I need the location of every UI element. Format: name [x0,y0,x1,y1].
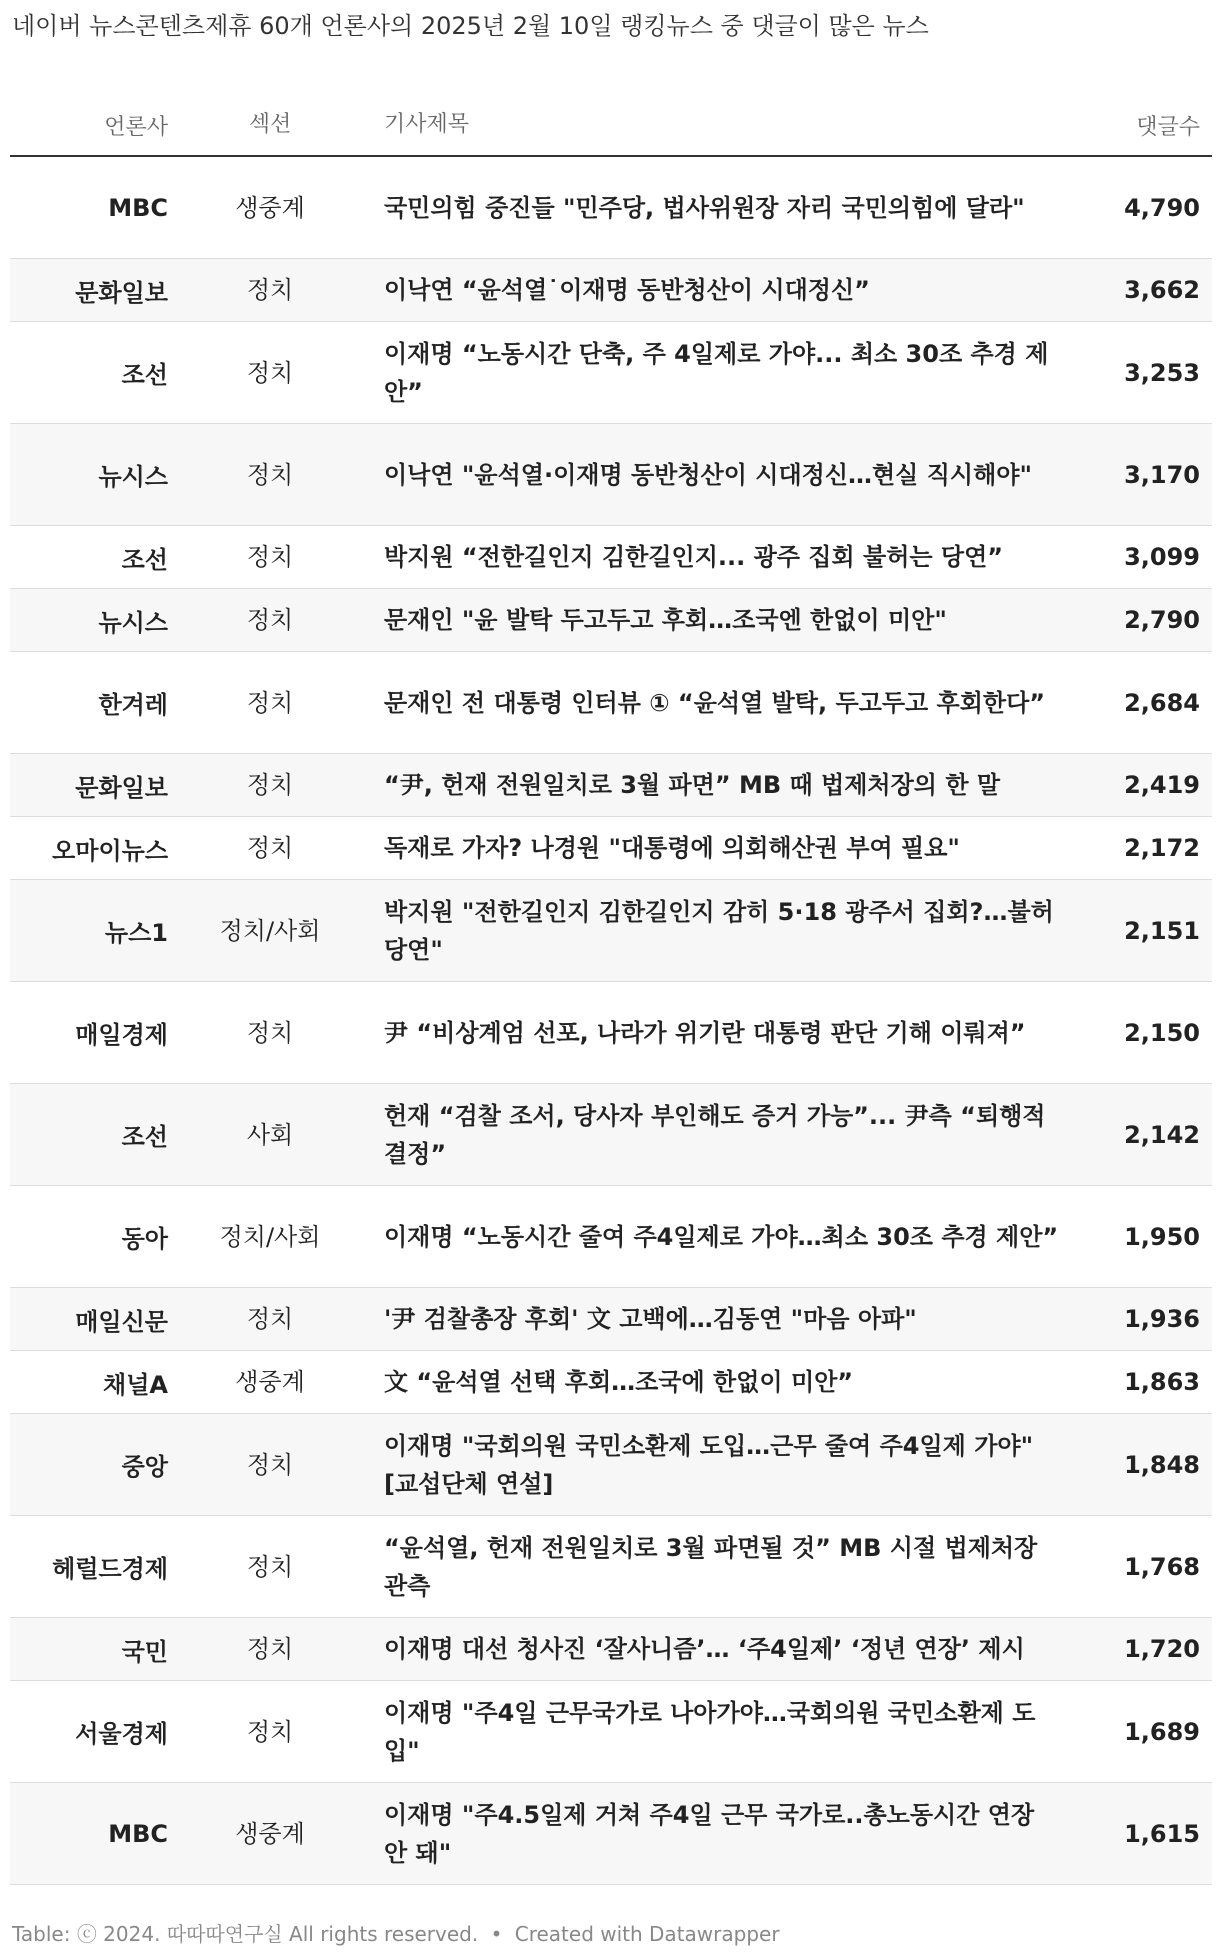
cell-section: 정치 [246,543,294,571]
table-row [10,1186,1212,1288]
cell-headline: 헌재 “검찰 조서, 당사자 부인해도 증거 가능”... 尹측 “퇴행적 결정” [384,1101,1046,1168]
table-row [10,1516,1212,1618]
cell-section: 정치 [246,276,294,304]
table-row [10,1618,1212,1681]
cell-publisher: 국민 [121,1637,168,1666]
cell-section: 정치 [246,1450,294,1479]
table-row [10,1288,1212,1351]
cell-publisher: 한겨레 [98,691,168,719]
cell-headline: '尹 검찰총장 후회' 文 고백에…김동연 "마음 아파" [384,1305,917,1333]
cell-headline: 독재로 가자? 나경원 "대통령에 의회해산권 부여 필요" [384,834,960,862]
cell-publisher: 조선 [121,545,168,574]
cell-publisher: 문화일보 [75,278,168,307]
header-comments[interactable]: 댓글수 [1136,114,1200,140]
cell-publisher: 문화일보 [75,773,168,802]
cell-section: 정치 [246,358,294,387]
cell-publisher: 뉴시스 [98,463,168,491]
cell-headline: 문재인 "윤 발탁 두고두고 후회…조국엔 한없이 미안" [384,606,947,634]
cell-publisher: MBC [108,193,168,222]
cell-publisher: 중앙 [121,1453,168,1481]
cell-headline: 이재명 “노동시간 단축, 주 4일제로 가야... 최소 30조 추경 제안” [384,339,1049,406]
table-row [10,1414,1212,1516]
cell-headline: 이재명 대선 청사진 ‘잘사니즘’… ‘주4일제’ ‘정년 연장’ 제시 [384,1635,1025,1663]
table-row [10,1351,1212,1414]
cell-headline: 문재인 전 대통령 인터뷰 ① “윤석열 발탁, 두고두고 후회한다” [384,688,1046,717]
cell-comments: 2,150 [1124,1018,1200,1047]
cell-comments: 1,863 [1124,1368,1200,1396]
table-row [10,259,1212,322]
cell-publisher: 뉴시스 [98,608,168,637]
cell-publisher: 서울경제 [75,1720,168,1748]
table-row [10,754,1212,817]
cell-section: 정치 [246,606,294,634]
cell-comments: 2,684 [1124,688,1200,717]
table-header [10,95,1212,157]
cell-section: 정치 [246,1717,294,1746]
cell-headline: 이재명 "주4.5일제 거쳐 주4일 근무 국가로..총노동시간 연장 안 돼" [384,1800,1035,1867]
cell-section: 정치 [246,460,294,489]
cell-section: 정치 [246,1552,294,1581]
table-row [10,1084,1212,1186]
footer-separator: • [490,1922,503,1946]
table-row [10,1681,1212,1783]
header-headline[interactable]: 기사제목 [384,112,470,137]
header-section[interactable]: 섹션 [248,112,292,137]
cell-publisher: 오마이뉴스 [52,836,168,865]
table-row [10,880,1212,982]
cell-headline: 이낙연 “윤석열˙이재명 동반청산이 시대정신” [384,276,870,304]
table-body [10,157,1212,1885]
cell-section: 정치 [246,1305,294,1333]
page-title: 네이버 뉴스콘텐츠제휴 60개 언론사의 2025년 2월 10일 랭킹뉴스 중 댓글이 많은 뉴스 [12,12,929,40]
header-publisher[interactable]: 언론사 [104,114,168,140]
cell-comments: 1,768 [1124,1552,1200,1581]
cell-section: 정치 [246,771,294,799]
footer-source: Table: ⓒ 2024. 따따따연구실 All rights reserved. [12,1922,479,1946]
cell-section: 정치 [246,688,294,717]
cell-comments: 1,848 [1124,1450,1200,1479]
cell-comments: 2,151 [1124,916,1200,945]
cell-comments: 1,615 [1124,1819,1200,1848]
cell-headline: 박지원 "전한길인지 김한길인지 감히 5·18 광주서 집회?…불허 당연" [384,897,1054,964]
footer-credit-link[interactable]: Created with Datawrapper [514,1922,780,1946]
table-row [10,982,1212,1084]
cell-section: 정치/사회 [219,1222,321,1251]
cell-publisher: 채널A [103,1370,168,1399]
cell-comments: 1,936 [1124,1305,1200,1333]
table-row [10,652,1212,754]
table-row [10,1783,1212,1885]
cell-publisher: MBC [108,1819,168,1848]
cell-publisher: 헤럴드경제 [52,1555,168,1583]
cell-headline: “尹, 헌재 전원일치로 3월 파면” MB 때 법제처장의 한 말 [384,771,1001,799]
cell-comments: 1,689 [1124,1717,1200,1746]
cell-publisher: 매일신문 [75,1307,168,1336]
cell-publisher: 조선 [121,361,168,389]
cell-publisher: 동아 [121,1225,168,1253]
cell-headline: 이재명 "국회의원 국민소환제 도입…근무 줄여 주4일제 가야" [교섭단체 연설] [384,1431,1034,1498]
cell-section: 생중계 [235,1368,305,1396]
table-row [10,589,1212,652]
cell-headline: “윤석열, 헌재 전원일치로 3월 파면될 것” MB 시절 법제처장 관측 [384,1533,1038,1600]
cell-section: 사회 [246,1120,294,1149]
cell-comments: 2,419 [1124,771,1200,799]
cell-comments: 3,253 [1124,358,1200,387]
cell-comments: 4,790 [1124,193,1200,222]
cell-section: 생중계 [235,1819,305,1848]
table-row [10,817,1212,880]
data-table [10,95,1212,1885]
table-row [10,157,1212,259]
cell-publisher: 뉴스1 [104,919,168,947]
cell-publisher: 조선 [121,1123,168,1151]
cell-comments: 1,950 [1124,1222,1200,1251]
cell-comments: 2,142 [1124,1120,1200,1149]
cell-section: 정치 [246,1635,294,1663]
cell-section: 정치 [246,834,294,862]
cell-headline: 이재명 “노동시간 줄여 주4일제로 가야…최소 30조 추경 제안” [384,1222,1059,1251]
cell-comments: 2,172 [1124,834,1200,862]
cell-headline: 박지원 “전한길인지 김한길인지... 광주 집회 불허는 당연” [384,543,1004,571]
cell-headline: 文 “윤석열 선택 후회…조국에 한없이 미안” [384,1368,854,1396]
cell-headline: 국민의힘 중진들 "민주당, 법사위원장 자리 국민의힘에 달라" [384,193,1025,222]
cell-comments: 2,790 [1124,606,1200,634]
table-row [10,526,1212,589]
cell-comments: 3,099 [1124,543,1200,571]
cell-headline: 尹 “비상계엄 선포, 나라가 위기란 대통령 판단 기해 이뤄져” [384,1018,1026,1047]
table-row [10,424,1212,526]
cell-comments: 3,170 [1124,460,1200,489]
cell-section: 생중계 [235,193,305,222]
cell-headline: 이재명 "주4일 근무국가로 나아가야…국회의원 국민소환제 도입" [384,1698,1036,1765]
cell-headline: 이낙연 "윤석열·이재명 동반청산이 시대정신…현실 직시해야" [384,460,1032,489]
cell-comments: 1,720 [1124,1635,1200,1663]
cell-publisher: 매일경제 [75,1021,168,1049]
footer [12,1918,780,1947]
table-row [10,322,1212,424]
cell-section: 정치 [246,1018,294,1047]
cell-comments: 3,662 [1124,276,1200,304]
cell-section: 정치/사회 [219,916,321,945]
